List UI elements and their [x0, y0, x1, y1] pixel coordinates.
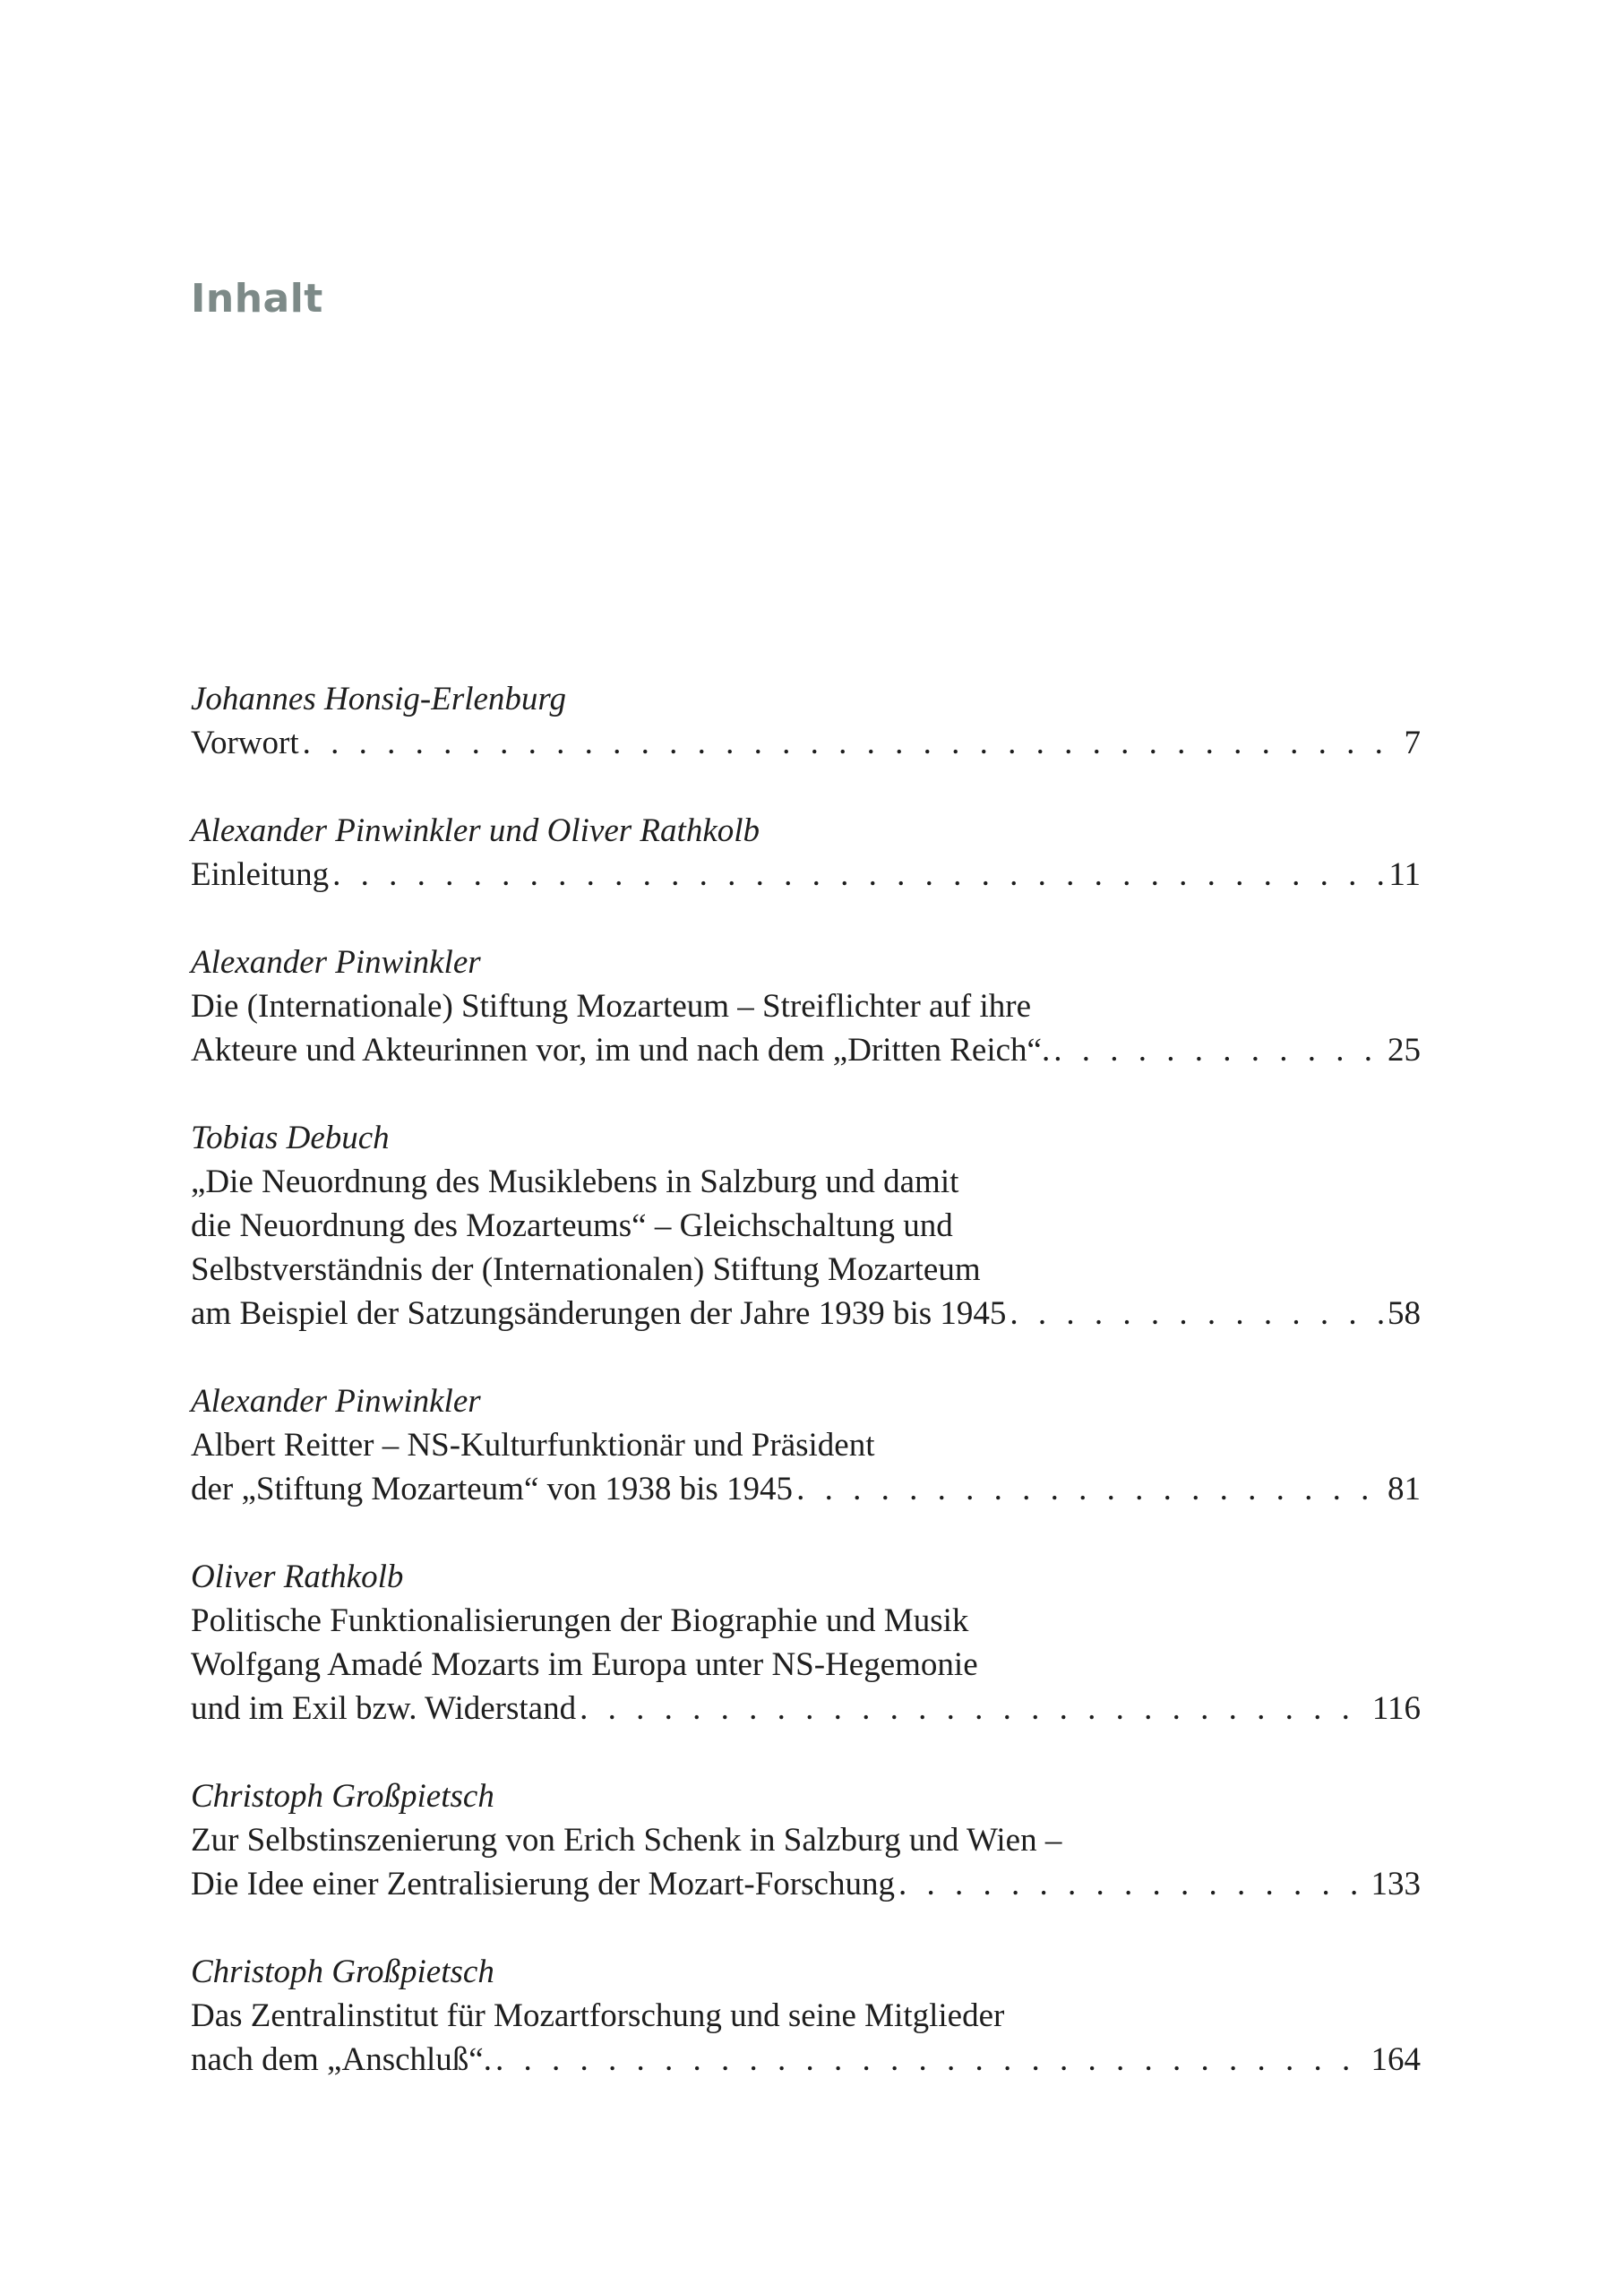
toc-list [191, 677, 1421, 2126]
page-number: 11 [1388, 856, 1421, 893]
entry-title-last-line [191, 1687, 1421, 1730]
entry-author: Oliver Rathkolb [191, 1559, 404, 1595]
toc-entry [191, 1116, 1421, 1335]
entry-title-line: und im Exil bzw. Widerstand [191, 1690, 577, 1727]
entry-title-last-line [191, 853, 1421, 897]
dot-leader [1006, 1292, 1386, 1335]
page-number: 164 [1371, 2041, 1421, 2078]
entry-title-line: nach dem „Anschluß“. [191, 2041, 492, 2078]
page-heading: Inhalt [191, 276, 323, 322]
dot-leader [329, 853, 1387, 897]
entry-title-line: Politische Funktionalisierungen der Biographie und Musik [191, 1602, 969, 1639]
page-number: 58 [1388, 1295, 1421, 1332]
page-number: 133 [1371, 1866, 1421, 1902]
entry-title-line: Akteure und Akteurinnen vor, im und nach dem „Dritten Reich“. [191, 1032, 1051, 1069]
entry-author: Alexander Pinwinkler [191, 1383, 481, 1420]
entry-author: Christoph Großpietsch [191, 1778, 494, 1815]
toc-entry [191, 1379, 1421, 1511]
entry-title-line: Vorwort [191, 725, 299, 761]
entry-author: Tobias Debuch [191, 1120, 390, 1156]
entry-title-line: Einleitung [191, 856, 330, 893]
toc-entry [191, 677, 1421, 765]
page-number: 81 [1388, 1471, 1421, 1507]
entry-title-line: der „Stiftung Mozarteum“ von 1938 bis 1945 [191, 1471, 794, 1507]
entry-title-last-line [191, 1292, 1421, 1335]
entry-title-line: Albert Reitter – NS-Kulturfunktionär und Präsident [191, 1427, 875, 1464]
entry-title-last-line [191, 1467, 1421, 1511]
entry-title-line: Die (Internationale) Stiftung Mozarteum – Streiflichter auf ihre [191, 988, 1032, 1025]
entry-title-line: Zur Selbstinszenierung von Erich Schenk in Salzburg und Wien – [191, 1822, 1062, 1859]
page-number: 116 [1371, 1690, 1421, 1727]
toc-entry [191, 809, 1421, 897]
entry-title-last-line [191, 1028, 1421, 1072]
dot-leader [492, 2038, 1370, 2082]
entry-author: Alexander Pinwinkler und Oliver Rathkolb [191, 812, 760, 849]
entry-title-line: Die Idee einer Zentralisierung der Mozart-Forschung [191, 1866, 895, 1902]
toc-entry [191, 940, 1421, 1072]
entry-title-last-line [191, 721, 1421, 765]
toc-entry [191, 1774, 1421, 1906]
page-number: 25 [1388, 1032, 1421, 1069]
dot-leader [1050, 1028, 1386, 1072]
entry-title-line: die Neuordnung des Mozarteums“ – Gleichschaltung und [191, 1207, 953, 1244]
entry-title-last-line [191, 2038, 1421, 2082]
entry-title-line: am Beispiel der Satzungsänderungen der Jahre 1939 bis 1945 [191, 1295, 1007, 1332]
dot-leader [895, 1862, 1370, 1906]
entry-title-line: Das Zentralinstitut für Mozartforschung und seine Mitglieder [191, 1997, 1005, 2034]
dot-leader [793, 1467, 1386, 1511]
entry-title-line: Wolfgang Amadé Mozarts im Europa unter NS-Hegemonie [191, 1646, 978, 1683]
entry-author: Christoph Großpietsch [191, 1954, 494, 1990]
toc-entry [191, 1950, 1421, 2082]
entry-author: Johannes Honsig-Erlenburg [191, 681, 566, 717]
toc-entry [191, 1555, 1421, 1730]
entry-title-line: „Die Neuordnung des Musiklebens in Salzburg und damit [191, 1164, 959, 1200]
page-number: 7 [1404, 725, 1421, 761]
dot-leader [299, 721, 1403, 765]
entry-title-last-line [191, 1862, 1421, 1906]
entry-author: Alexander Pinwinkler [191, 944, 481, 981]
entry-title-line: Selbstverständnis der (Internationalen) Stiftung Mozarteum [191, 1251, 981, 1288]
dot-leader [576, 1687, 1371, 1730]
